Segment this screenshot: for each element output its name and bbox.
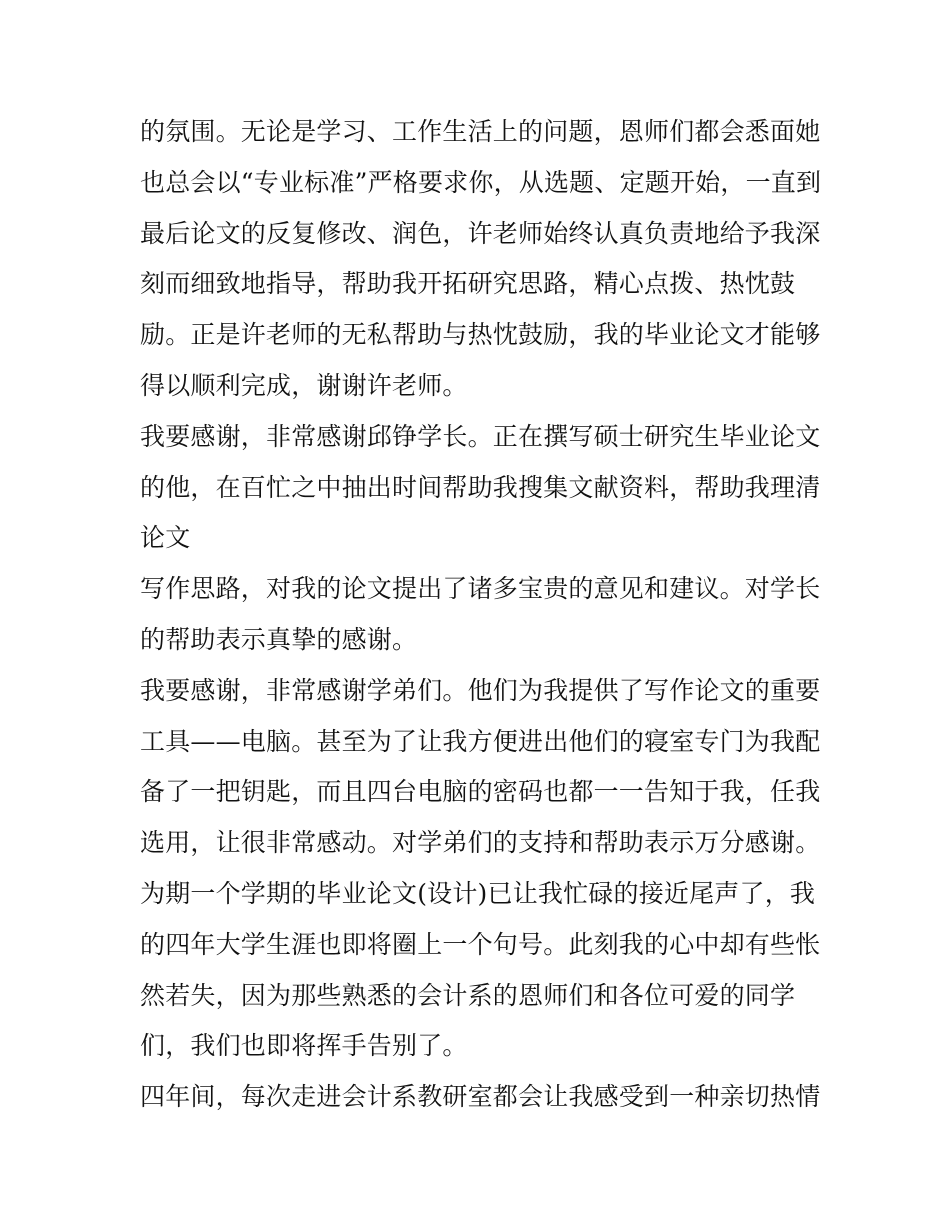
text-line: 们，我们也即将挥手告别了。 [140,1031,468,1061]
body-text [140,107,830,1123]
text-line: 写作思路，对我的论文提出了诸多宝贵的意见和建议。对学长 [140,574,821,604]
text-line: 工具——电脑。甚至为了让我方便进出他们的寝室专门为我配 [140,726,821,756]
text-line: 论文 [140,523,191,553]
text-line: 的氛围。无论是学习、工作生活上的问题，恩师们都会悉面她 [140,117,821,146]
text-line: 也总会以“专业标准”严格要求你，从选题、定题开始，一直到 [140,167,822,197]
text-line: 的四年大学生涯也即将圈上一个句号。此刻我的心中却有些怅 [140,929,821,959]
text-line: 励。正是许老师的无私帮助与热忱鼓励，我的毕业论文才能够 [140,320,821,350]
text-line: 选用，让很非常感动。对学弟们的支持和帮助表示万分感谢。 [140,828,821,858]
text-line: 然若失，因为那些熟悉的会计系的恩师们和各位可爱的同学 [140,980,796,1010]
text-line: 刻而细致地指导，帮助我开拓研究思路，精心点拨、热忱鼓 [140,269,796,299]
text-line: 最后论文的反复修改、润色，许老师始终认真负责地给予我深 [140,218,821,248]
text-line: 的他，在百忙之中抽出时间帮助我搜集文献资料，帮助我理清 [140,472,821,502]
text-line: 我要感谢，非常感谢邱铮学长。正在撰写硕士研究生毕业论文 [140,421,821,451]
text-line: 我要感谢，非常感谢学弟们。他们为我提供了写作论文的重要 [140,675,821,705]
text-line: 备了一把钥匙，而且四台电脑的密码也都一一告知于我，任我 [140,777,821,807]
text-line: 为期一个学期的毕业论文(设计)已让我忙碌的接近尾声了，我 [140,878,816,908]
text-line: 得以顺利完成，谢谢许老师。 [140,370,468,400]
text-line: 的帮助表示真挚的感谢。 [140,624,418,654]
text-line: 四年间，每次走进会计系教研室都会让我感受到一种亲切热情 [140,1082,821,1112]
